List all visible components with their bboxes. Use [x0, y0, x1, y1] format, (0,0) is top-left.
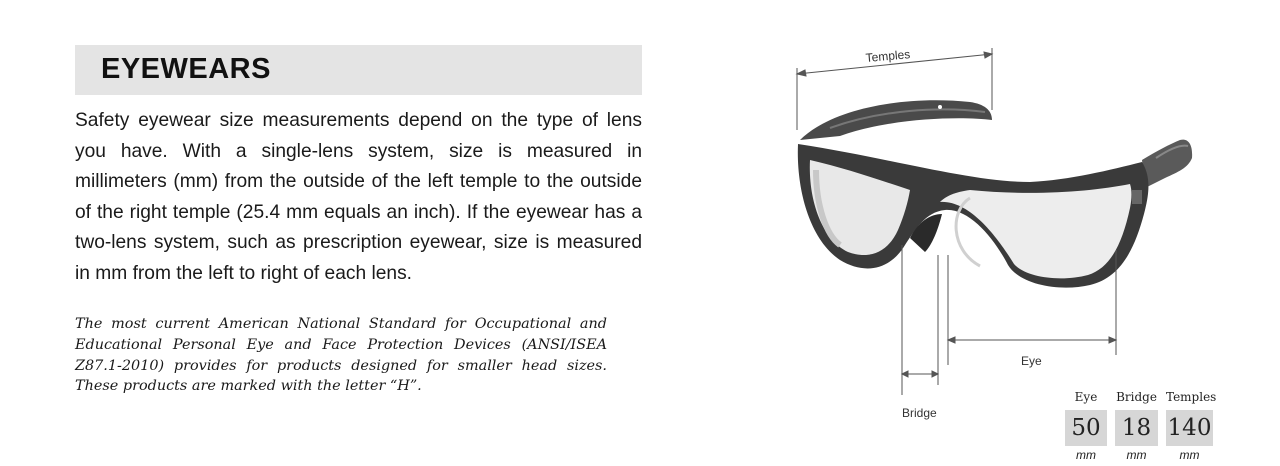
- size-bridge-value: 18: [1115, 410, 1158, 446]
- eyewear-diagram: [770, 40, 1230, 440]
- heading-bar: [75, 45, 642, 95]
- size-eye-label: Eye: [1074, 390, 1098, 404]
- temples-label: Temples: [865, 47, 911, 65]
- size-temples-label: Temples: [1166, 390, 1217, 404]
- size-eye-unit: mm: [1076, 448, 1096, 462]
- size-temples-unit: mm: [1179, 448, 1200, 462]
- size-bridge-label: Bridge: [1116, 390, 1157, 404]
- body-paragraph: Safety eyewear size measurements depend on the type of lens you have. With a single-lens system, size is measured in millimeters (mm) from the outside of the left temple to the outside of the right temple (25.4 mm equals an inch). If the eyewear has a two-lens system, such as prescription eyewear, size is measured in mm from the left to right of each lens.: [75, 110, 642, 284]
- size-bridge-unit: mm: [1126, 448, 1147, 462]
- bridge-dimension: [902, 245, 938, 395]
- eye-label: Eye: [1021, 354, 1042, 368]
- size-temples: [1166, 388, 1217, 463]
- size-temples-value: 140: [1166, 410, 1213, 446]
- size-eye-value: 50: [1065, 410, 1107, 446]
- glasses-icon: [798, 100, 1192, 287]
- page-title: EYEWEARS: [101, 53, 271, 85]
- size-bridge: [1115, 388, 1158, 463]
- bridge-label: Bridge: [902, 406, 937, 420]
- size-eye: [1065, 388, 1107, 463]
- ansi-note: The most current American National Standard for Occupational and Educational Personal Eye and Face Protection Devices (ANSI/ISEA Z87.1-2010) provides for products designed for smaller head sizes. These products are marked with the letter “H”.: [75, 316, 607, 395]
